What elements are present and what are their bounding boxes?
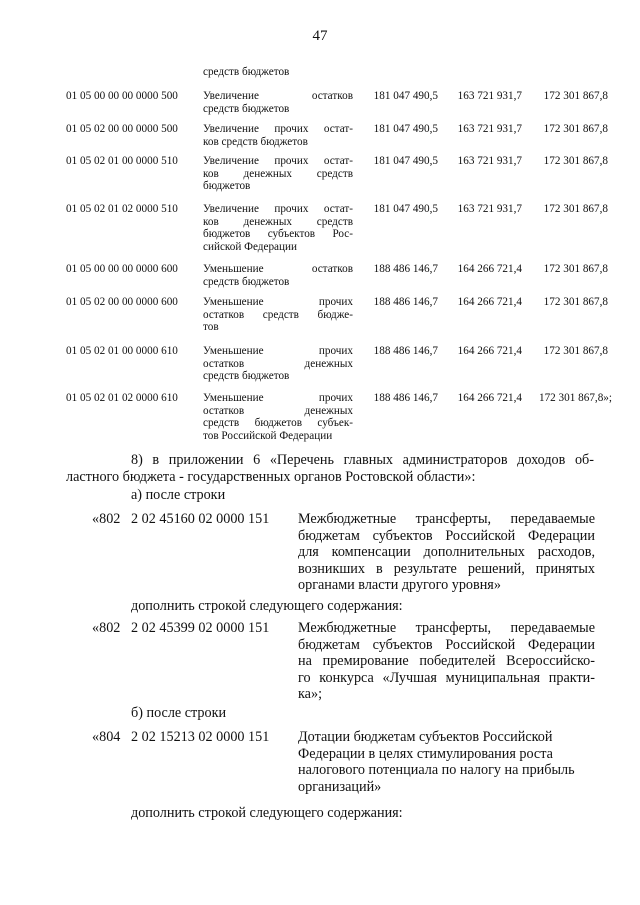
entry-1-desc-line: для компенсации дополнительных расходов, bbox=[298, 544, 595, 560]
add-line-2: дополнить строкой следующего содержания: bbox=[131, 805, 403, 821]
row-value-v1: 181 047 490,5 bbox=[373, 123, 438, 135]
row-code: 01 05 02 01 00 0000 610 bbox=[66, 345, 178, 357]
row-name-line: средств бюджетов bbox=[203, 102, 290, 115]
row-name-line: Уменьшение прочих bbox=[203, 296, 353, 308]
row-value-v2: 163 721 931,7 bbox=[457, 90, 522, 102]
row-value-v2: 164 266 721,4 bbox=[457, 296, 522, 308]
entry-2-description bbox=[298, 620, 595, 703]
row-value-v3: 172 301 867,8 bbox=[543, 123, 608, 135]
row-name-line: бюджетов bbox=[203, 180, 251, 192]
add-line-1: дополнить строкой следующего содержания: bbox=[131, 598, 403, 614]
row-name-line: средств бюджетов bbox=[203, 370, 290, 382]
row-value-v1: 181 047 490,5 bbox=[373, 155, 438, 167]
entry-3-admin: «804 bbox=[92, 729, 121, 745]
row-code: 01 05 00 00 00 0000 500 bbox=[66, 90, 178, 102]
entry-2-admin: «802 bbox=[92, 620, 121, 636]
page-number: 47 bbox=[312, 28, 328, 44]
entry-2-desc-line: го конкурса «Лучшая муниципальная практи- bbox=[298, 669, 595, 686]
row-value-v1: 188 486 146,7 bbox=[373, 345, 438, 357]
row-name-line: Уменьшение прочих bbox=[203, 392, 353, 404]
row-code: 01 05 02 01 00 0000 510 bbox=[66, 155, 178, 167]
row-name-line: средств бюджетов субъек- bbox=[203, 417, 353, 429]
entry-2-desc-line: Межбюджетные трансферты, передаваемые bbox=[298, 620, 595, 636]
row-name bbox=[203, 155, 353, 193]
row-name-line: Увеличение прочих остат- bbox=[203, 155, 353, 167]
row-value-v2: 163 721 931,7 bbox=[457, 123, 522, 135]
row-value-v2: 164 266 721,4 bbox=[457, 263, 522, 275]
row-code: 01 05 02 00 00 0000 500 bbox=[66, 123, 178, 135]
row-name-line: сийской Федерации bbox=[203, 240, 297, 253]
row-value-v3: 172 301 867,8 bbox=[543, 203, 608, 215]
paragraph-8-line-1: 8) в приложении 6 «Перечень главных администраторов доходов об- bbox=[131, 452, 594, 468]
row-code: 01 05 02 01 02 0000 610 bbox=[66, 392, 178, 404]
row-name-line: остатков денежных bbox=[203, 357, 353, 370]
entry-1-description bbox=[298, 511, 595, 594]
paragraph-8-line-2: ластного бюджета - государственных органов Ростовской области»: bbox=[66, 469, 476, 485]
row-name-line: ков денежных средств bbox=[203, 167, 353, 180]
row-name-line: остатков денежных bbox=[203, 404, 353, 417]
row-code: 01 05 00 00 00 0000 600 bbox=[66, 263, 178, 275]
entry-3-code: 2 02 15213 02 0000 151 bbox=[131, 729, 270, 745]
row-name bbox=[203, 123, 353, 148]
row-name bbox=[203, 90, 353, 115]
entry-2-desc-line: бюджетам субъектов Российской Федерации bbox=[298, 636, 595, 653]
row-name bbox=[203, 345, 353, 383]
entry-3-desc-line: организаций» bbox=[298, 778, 382, 795]
entry-2-code: 2 02 45399 02 0000 151 bbox=[131, 620, 270, 636]
entry-2-desc-line: ка»; bbox=[298, 686, 323, 702]
row-value-v3: 172 301 867,8 bbox=[543, 296, 608, 308]
row-value-v1: 188 486 146,7 bbox=[373, 392, 438, 404]
row-value-v1: 181 047 490,5 bbox=[373, 90, 438, 102]
row-value-v2: 164 266 721,4 bbox=[457, 392, 522, 404]
row-name-line: Уменьшение остатков bbox=[203, 263, 353, 275]
entry-3-desc-line: налогового потенциала по налогу на прибыль bbox=[298, 762, 575, 778]
entry-3-desc-line: Дотации бюджетам субъектов Российской bbox=[298, 729, 553, 745]
entry-1-desc-line: бюджетам субъектов Российской Федерации bbox=[298, 527, 595, 544]
row-name-line: Увеличение прочих остат- bbox=[203, 203, 353, 215]
row-name bbox=[203, 66, 353, 79]
row-name-line: средств бюджетов bbox=[203, 66, 290, 78]
entry-3-desc-line: Федерации в целях стимулирования роста bbox=[298, 745, 553, 762]
row-name bbox=[203, 263, 353, 288]
row-value-v3: 172 301 867,8»; bbox=[538, 392, 612, 404]
row-name-line: ков средств бюджетов bbox=[203, 135, 308, 148]
row-name-line: остатков средств бюдже- bbox=[203, 308, 353, 321]
row-name bbox=[203, 203, 353, 253]
row-value-v2: 163 721 931,7 bbox=[457, 155, 522, 167]
row-name-line: ков денежных средств bbox=[203, 215, 353, 228]
entry-1-code: 2 02 45160 02 0000 151 bbox=[131, 511, 270, 527]
row-value-v2: 164 266 721,4 bbox=[457, 345, 522, 357]
row-name-line: бюджетов субъектов Рос- bbox=[203, 228, 353, 240]
row-name-line: тов bbox=[203, 321, 219, 333]
paragraph-8 bbox=[66, 452, 594, 486]
row-value-v3: 172 301 867,8 bbox=[543, 263, 608, 275]
row-value-v3: 172 301 867,8 bbox=[543, 155, 608, 167]
entry-2-desc-line: на премирование победителей Всероссийско- bbox=[298, 653, 595, 669]
row-name-line: Уменьшение прочих bbox=[203, 345, 353, 357]
row-name-line: тов Российской Федерации bbox=[203, 429, 333, 442]
after-line-a: а) после строки bbox=[131, 487, 226, 503]
row-value-v1: 181 047 490,5 bbox=[373, 203, 438, 215]
entry-1-admin: «802 bbox=[92, 511, 121, 527]
row-name-line: Увеличение остатков bbox=[203, 90, 353, 102]
row-code: 01 05 02 01 02 0000 510 bbox=[66, 203, 178, 215]
row-name bbox=[203, 296, 353, 334]
row-value-v3: 172 301 867,8 bbox=[543, 345, 608, 357]
entry-1-desc-line: Межбюджетные трансферты, передаваемые bbox=[298, 511, 595, 527]
row-name-line: средств бюджетов bbox=[203, 275, 290, 288]
row-value-v1: 188 486 146,7 bbox=[373, 263, 438, 275]
row-value-v3: 172 301 867,8 bbox=[543, 90, 608, 102]
entry-1-desc-line: возникших в результате решений, принятых bbox=[298, 560, 595, 577]
row-code: 01 05 02 00 00 0000 600 bbox=[66, 296, 178, 308]
row-value-v1: 188 486 146,7 bbox=[373, 296, 438, 308]
entry-1-desc-line: органами власти другого уровня» bbox=[298, 577, 501, 593]
entry-3-description bbox=[298, 729, 595, 795]
row-name-line: Увеличение прочих остат- bbox=[203, 123, 353, 135]
row-name bbox=[203, 392, 353, 442]
row-value-v2: 163 721 931,7 bbox=[457, 203, 522, 215]
after-line-b: б) после строки bbox=[131, 705, 227, 721]
